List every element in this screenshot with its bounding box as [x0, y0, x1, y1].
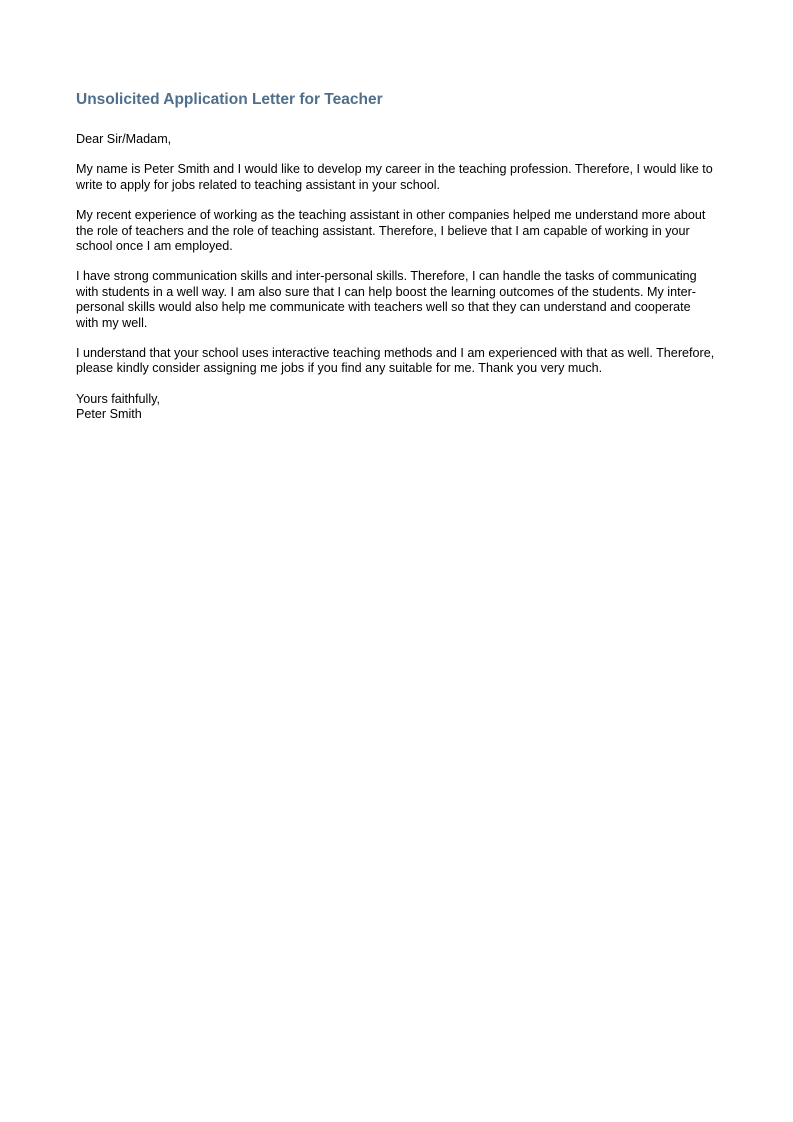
letter-body: [76, 132, 716, 423]
letter-content: [76, 90, 716, 423]
letter-closing: Yours faithfully,: [76, 391, 161, 406]
paragraph-4: I understand that your school uses interactive teaching methods and I am experienced with that as well. Therefore, please kindly consider assigning me jobs if you find any suitable for me. Thank you very much.: [76, 346, 715, 376]
paragraph-2: My recent experience of working as the teaching assistant in other companies helped me understand more about the role of teachers and the role of teaching assistant. Therefore, I believe that I am capable of working in your school once I am employed.: [76, 208, 706, 254]
paragraph-1: My name is Peter Smith and I would like to develop my career in the teaching profession. Therefore, I would like to write to apply for jobs related to teaching assistant in your school.: [76, 162, 713, 192]
document-title: Unsolicited Application Letter for Teacher: [76, 91, 383, 108]
letter-greeting: Dear Sir/Madam,: [76, 132, 172, 146]
letter-signature: Peter Smith: [76, 407, 142, 422]
paragraph-3: I have strong communication skills and inter-personal skills. Therefore, I can handle the tasks of communicating with students in a well way. I am also sure that I can help boost the learning outcomes of the students. My inter-personal skills would also help me communicate with teachers well so that they can understand and cooperate with my well.: [76, 269, 697, 330]
